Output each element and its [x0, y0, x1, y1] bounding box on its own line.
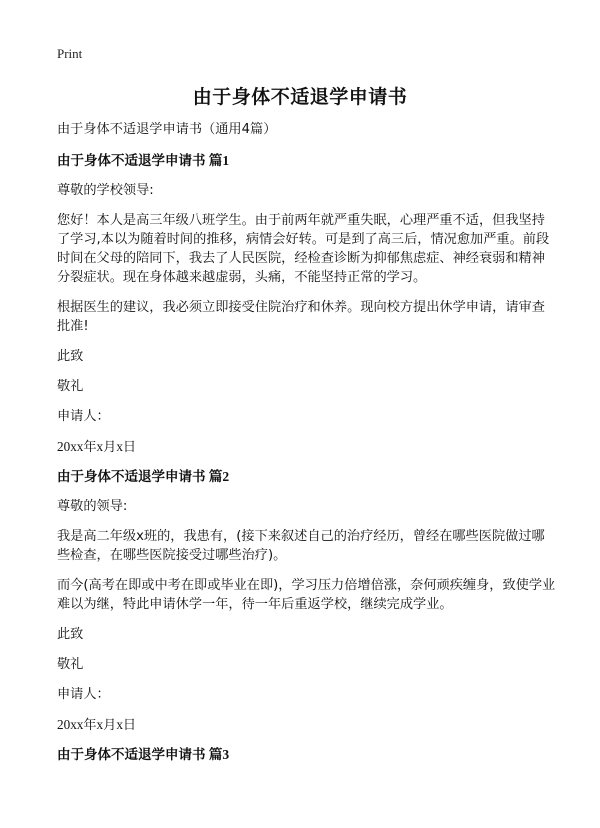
- document-subtitle: 由于身体不适退学申请书（通用4篇）: [57, 122, 277, 137]
- body-paragraph-1-1: 您好！本人是高三年级八班学生。由于前两年就严重失眠，心理严重不适，但我坚持了学习,本以为随着时间的推移，病情会好转。可是到了高三后，情况愈加严重。前段时间在父母的陪同下，我去了人民医院，经检查诊断为抑郁焦虑症、神经衰弱和精神分裂症状。现在身体越来越虚弱，头痛，不能坚持正常的学习。: [57, 213, 550, 285]
- closing-line-1a: 此致: [57, 349, 84, 364]
- date-line-1: 20xx年x月x日: [57, 439, 137, 454]
- document-body: [57, 120, 557, 775]
- section-heading-3: 由于身体不适退学申请书 篇3: [57, 747, 230, 762]
- closing-line-1b: 敬礼: [57, 379, 84, 394]
- section-heading-2: 由于身体不适退学申请书 篇2: [57, 469, 230, 484]
- closing-line-2a: 此致: [57, 627, 84, 642]
- closing-line-2b: 敬礼: [57, 657, 84, 672]
- page-title: 由于身体不适退学申请书: [192, 86, 408, 108]
- salutation-2: 尊敬的领导:: [57, 499, 128, 514]
- body-paragraph-2-1: 我是高二年级x班的，我患有，(接下来叙述自己的治疗经历，曾经在哪些医院做过哪些检查，在哪些医院接受过哪些治疗)。: [57, 529, 545, 563]
- body-paragraph-1-2: 根据医生的建议，我必须立即接受住院治疗和休养。现向校方提出休学申请，请审查批准!: [57, 300, 545, 334]
- applicant-line-1: 申请人：: [57, 409, 110, 424]
- salutation-1: 尊敬的学校领导:: [57, 183, 154, 198]
- section-heading-1: 由于身体不适退学申请书 篇1: [57, 153, 230, 168]
- applicant-line-2: 申请人：: [57, 687, 110, 702]
- body-paragraph-2-2: 而今(高考在即或中考在即或毕业在即)，学习压力倍增倍涨，奈何顽疾缠身，致使学业难以为继，特此申请休学一年，待一年后重返学校，继续完成学业。: [57, 578, 556, 612]
- print-label: Print: [57, 46, 83, 61]
- date-line-2: 20xx年x月x日: [57, 717, 137, 732]
